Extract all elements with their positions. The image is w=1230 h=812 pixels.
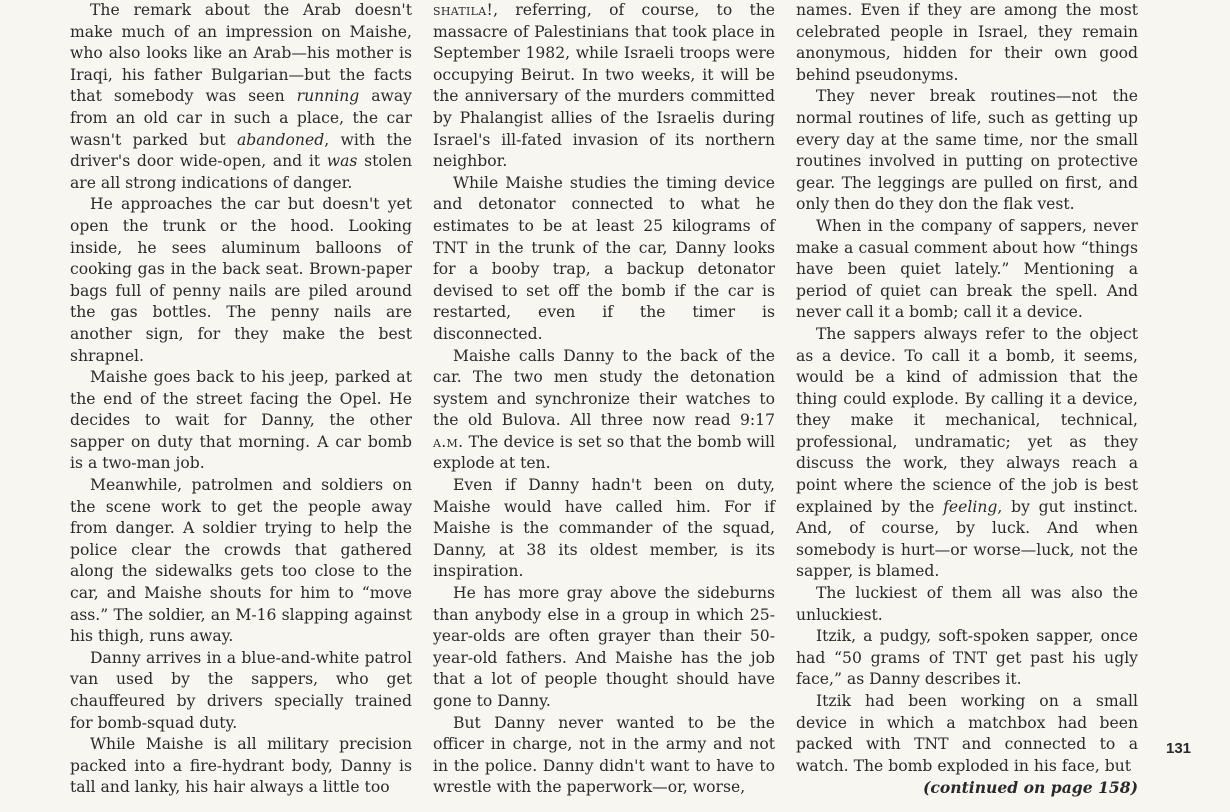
text-run: The luckiest of them all was also the unluckiest. bbox=[796, 584, 1138, 624]
paragraph bbox=[70, 475, 412, 648]
text-run: feeling bbox=[943, 497, 998, 516]
paragraph bbox=[433, 583, 775, 713]
paragraph bbox=[70, 0, 412, 194]
paragraph bbox=[70, 734, 412, 799]
paragraph bbox=[796, 691, 1138, 777]
paragraph bbox=[70, 194, 412, 367]
paragraph bbox=[433, 0, 775, 173]
text-run: Maishe goes back to his jeep, parked at the end of the street facing the Opel. He decides to wait for Danny, the other sapper on duty that morning. A car bomb is a two-man job. bbox=[70, 368, 412, 473]
text-column-2 bbox=[433, 0, 775, 799]
text-run: a.m. bbox=[433, 432, 464, 451]
paragraph bbox=[796, 86, 1138, 216]
paragraph bbox=[796, 0, 1138, 86]
text-run: The device is set so that the bomb will explode at ten. bbox=[433, 432, 775, 473]
continued-note bbox=[796, 777, 1138, 799]
text-run: The remark about the Arab doesn't make much of an impression on Maishe, who also looks like an Arab—his mother is Iraqi, his father Bulgarian—but the facts that somebody was seen bbox=[70, 1, 412, 106]
paragraph bbox=[433, 173, 775, 346]
text-column-1 bbox=[70, 0, 412, 799]
paragraph bbox=[796, 324, 1138, 583]
paragraph bbox=[796, 626, 1138, 691]
text-run: , with the driver's door wide-open, and it bbox=[70, 130, 412, 171]
text-run: Meanwhile, patrolmen and soldiers on the scene work to get the people away from danger. A soldier trying to help the police clear the crowds that gathered along the sidewalks gets too close to the car, and Maishe shouts for him to “move ass.” The soldier, an M-16 slapping against his thigh, runs away. bbox=[70, 476, 412, 646]
text-run: shatila! bbox=[433, 1, 494, 19]
text-run: They never break routines—not the normal routines of life, such as getting up every day at the same time, nor the small routines involved in putting on protective gear. The leggings are pulled on first, and only then do they don the flak vest. bbox=[796, 87, 1138, 214]
text-run: Itzik had been working on a small device in which a matchbox had been packed with TNT and connected to a watch. The bomb exploded in his face, but bbox=[796, 692, 1138, 775]
paragraph bbox=[433, 346, 775, 476]
text-run: The sappers always refer to the object as a device. To call it a bomb, it seems, would be a kind of admission that the thing could explode. By calling it a device, they make it mechanical, technical, professional, undramatic; yet as they discuss the work, they always reach a point where the science of the job is best explained by the bbox=[796, 324, 1138, 516]
text-run: While Maishe studies the timing device and detonator connected to what he estimates to be at least 25 kilograms of TNT in the trunk of the car, Danny looks for a booby trap, a backup detonator devised to set off the bomb if the car is restarted, even if the timer is disconnected. bbox=[433, 173, 775, 343]
paragraph bbox=[796, 216, 1138, 324]
page-number: 131 bbox=[1166, 740, 1192, 757]
paragraph bbox=[796, 583, 1138, 626]
text-run: names. Even if they are among the most celebrated people in Israel, they remain anonymous, hidden for their own good behind pseudonyms. bbox=[796, 1, 1138, 84]
text-run: When in the company of sappers, never make a casual comment about how “things have been quiet lately.” Mentioning a period of quiet can break the spell. And never call it a bomb; call it a device. bbox=[796, 216, 1138, 322]
paragraph bbox=[433, 475, 775, 583]
text-run: , referring, of course, to the massacre of Palestinians that took place in September 1982, while Israeli troops were occupying Beirut. In two weeks, it will be the anniversary of the murders committed by Phalangist allies of the Israelis during Israel's ill-fated invasion of its northern neighbor. bbox=[433, 1, 775, 171]
text-run: stolen are all strong indications of danger. bbox=[70, 152, 412, 192]
text-run: He has more gray above the sideburns than anybody else in a group in which 25-year-olds are often grayer than their 50-year-old fathers. And Maishe has the job that a lot of people thought should have gone to Danny. bbox=[433, 584, 775, 710]
text-run: abandoned bbox=[236, 130, 325, 149]
text-run: away from an old car in such a place, the car wasn't parked but bbox=[70, 87, 412, 149]
text-run: Itzik, a pudgy, soft-spoken sapper, once had “50 grams of TNT get past his ugly face,” as Danny describes it. bbox=[796, 627, 1138, 689]
text-run: running bbox=[296, 87, 360, 106]
text-run: Danny arrives in a blue-and-white patrol van used by the sappers, who get chauffeured by drivers specially trained for bomb-squad duty. bbox=[70, 648, 412, 732]
text-column-3 bbox=[796, 0, 1138, 799]
text-run: Maishe calls Danny to the back of the car. The two men study the detonation system and synchronize their watches to the old Bulova. All three now read 9:17 bbox=[433, 346, 775, 430]
text-run: (continued on page 158) bbox=[922, 778, 1138, 798]
text-run: While Maishe is all military precision packed into a fire-hydrant body, Danny is tall and lanky, his hair always a little too bbox=[70, 735, 412, 797]
text-run: He approaches the car but doesn't yet open the trunk or the hood. Looking inside, he sees aluminum balloons of cooking gas in the back seat. Brown-paper bags full of penny nails are piled around the gas bottles. The penny nails are another sign, for they make the best shrapnel. bbox=[70, 195, 412, 365]
paragraph bbox=[433, 713, 775, 799]
paragraph bbox=[70, 367, 412, 475]
text-run: was bbox=[326, 152, 358, 171]
text-run: , by gut instinct. And, of course, by luck. And when somebody is hurt—or worse—luck, not the sapper, is blamed. bbox=[796, 497, 1139, 581]
text-run: Even if Danny hadn't been on duty, Maishe would have called him. For if Maishe is the commander of the squad, Danny, at 38 its oldest member, is its inspiration. bbox=[433, 476, 775, 581]
text-run: But Danny never wanted to be the officer in charge, not in the army and not in the police. Danny didn't want to have to wrestle with the paperwork—or, worse, bbox=[433, 713, 775, 797]
paragraph bbox=[70, 648, 412, 734]
